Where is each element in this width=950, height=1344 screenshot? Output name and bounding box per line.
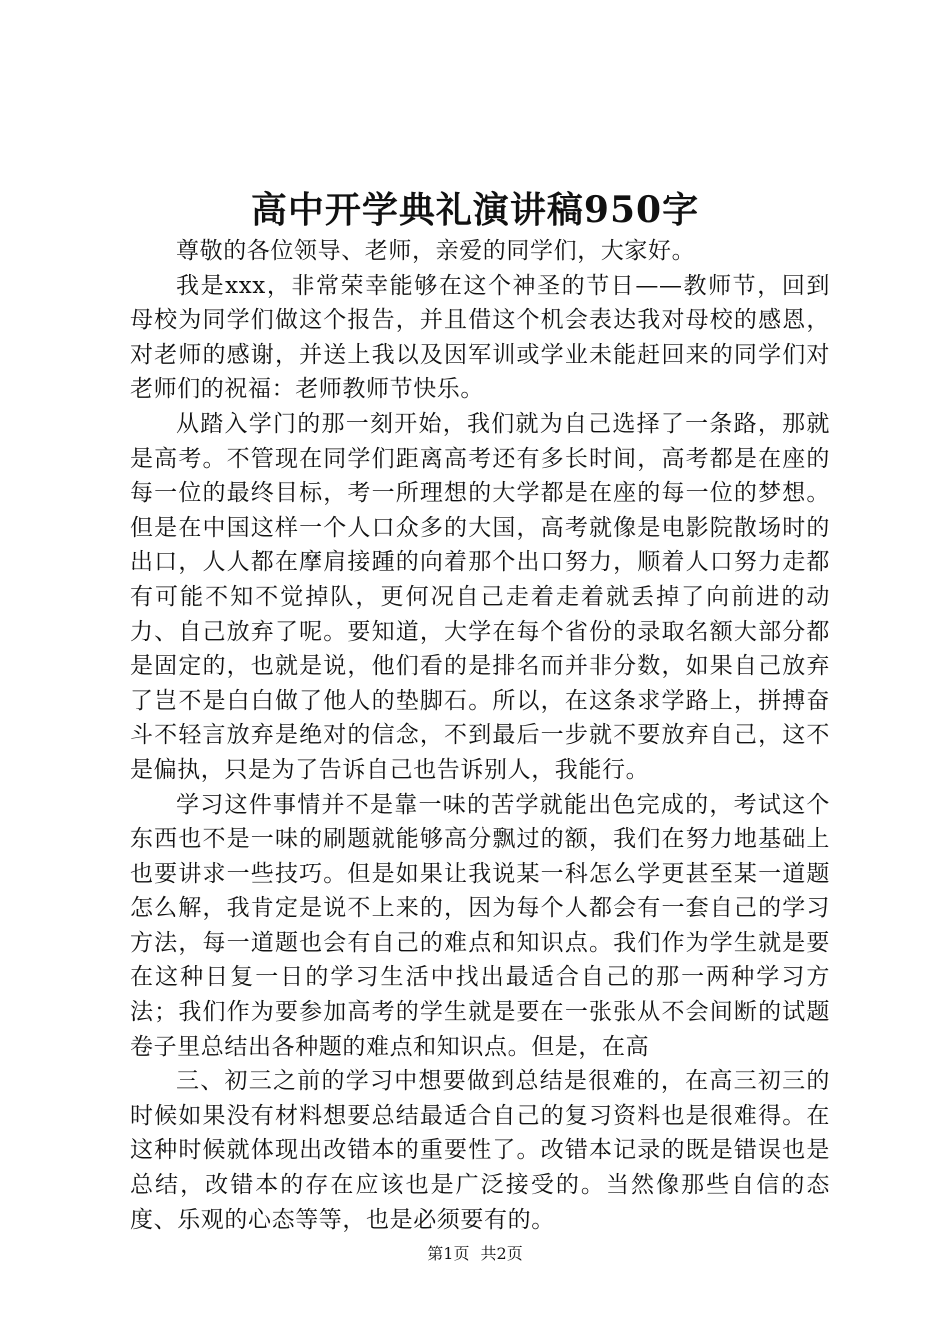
paragraph-introduction: 我是xxx，非常荣幸能够在这个神圣的节日——教师节，回到母校为同学们做这个报告，并且借这个机会表达我对母校的感恩，对老师的感谢，并送上我以及因军训或学业未能赶回来的同学们对老师们的祝福：老师教师节快乐。 bbox=[130, 272, 830, 403]
document-title: 高中开学典礼演讲稿950字 bbox=[250, 189, 700, 231]
page-total: 共2页 bbox=[480, 1244, 523, 1263]
paragraph-gaokao: 从踏入学门的那一刻开始，我们就为自己选择了一条路，那就是高考。不管现在同学们距离高考还有多长时间，高考都是在座的每一位的最终目标，考一所理想的大学都是在座的每一位的梦想。但是在中国这样一个人口众多的大国，高考就像是电影院散场时的出口，人人都在摩肩接踵的向着那个出口努力，顺着人口努力走都有可能不知不觉掉队，更何况自己走着走着就丢掉了向前进的动力、自己放弃了呢。要知道，大学在每个省份的录取名额大部分都是固定的，也就是说，他们看的是排名而并非分数，如果自己放弃了岂不是白白做了他人的垫脚石。所以，在这条求学路上，拼搏奋斗不轻言放弃是绝对的信念，不到最后一步就不要放弃自己，这不是偏执，只是为了告诉自己也告诉别人，我能行。 bbox=[130, 410, 830, 783]
page-number: 第1页 bbox=[427, 1244, 470, 1263]
paragraph-study-methods: 学习这件事情并不是靠一味的苦学就能出色完成的，考试这个东西也不是一味的刷题就能够高分飘过的额，我们在努力地基础上也要讲求一些技巧。但是如果让我说某一科怎么学更甚至某一道题怎么解，我肯定是说不上来的，因为每个人都会有一套自己的学习方法，每一道题也会有自己的难点和知识点。我们作为学生就是要在这种日复一日的学习生活中找出最适合自己的那一两种学习方法；我们作为要参加高考的学生就是要在一张张从不会间断的试题卷子里总结出各种题的难点和知识点。但是，在高 bbox=[130, 791, 830, 1060]
paragraph-error-notebook: 三、初三之前的学习中想要做到总结是很难的，在高三初三的时候如果没有材料想要总结最适合自己的复习资料也是很难得。在这种时候就体现出改错本的重要性了。改错本记录的既是错误也是总结，改错本的存在应该也是广泛接受的。当然像那些自信的态度、乐观的心态等等，也是必须要有的。 bbox=[130, 1068, 830, 1233]
page-footer bbox=[0, 1243, 950, 1265]
paragraph-greeting: 尊敬的各位领导、老师，亲爱的同学们，大家好。 bbox=[176, 238, 696, 264]
document-body bbox=[130, 234, 830, 1237]
